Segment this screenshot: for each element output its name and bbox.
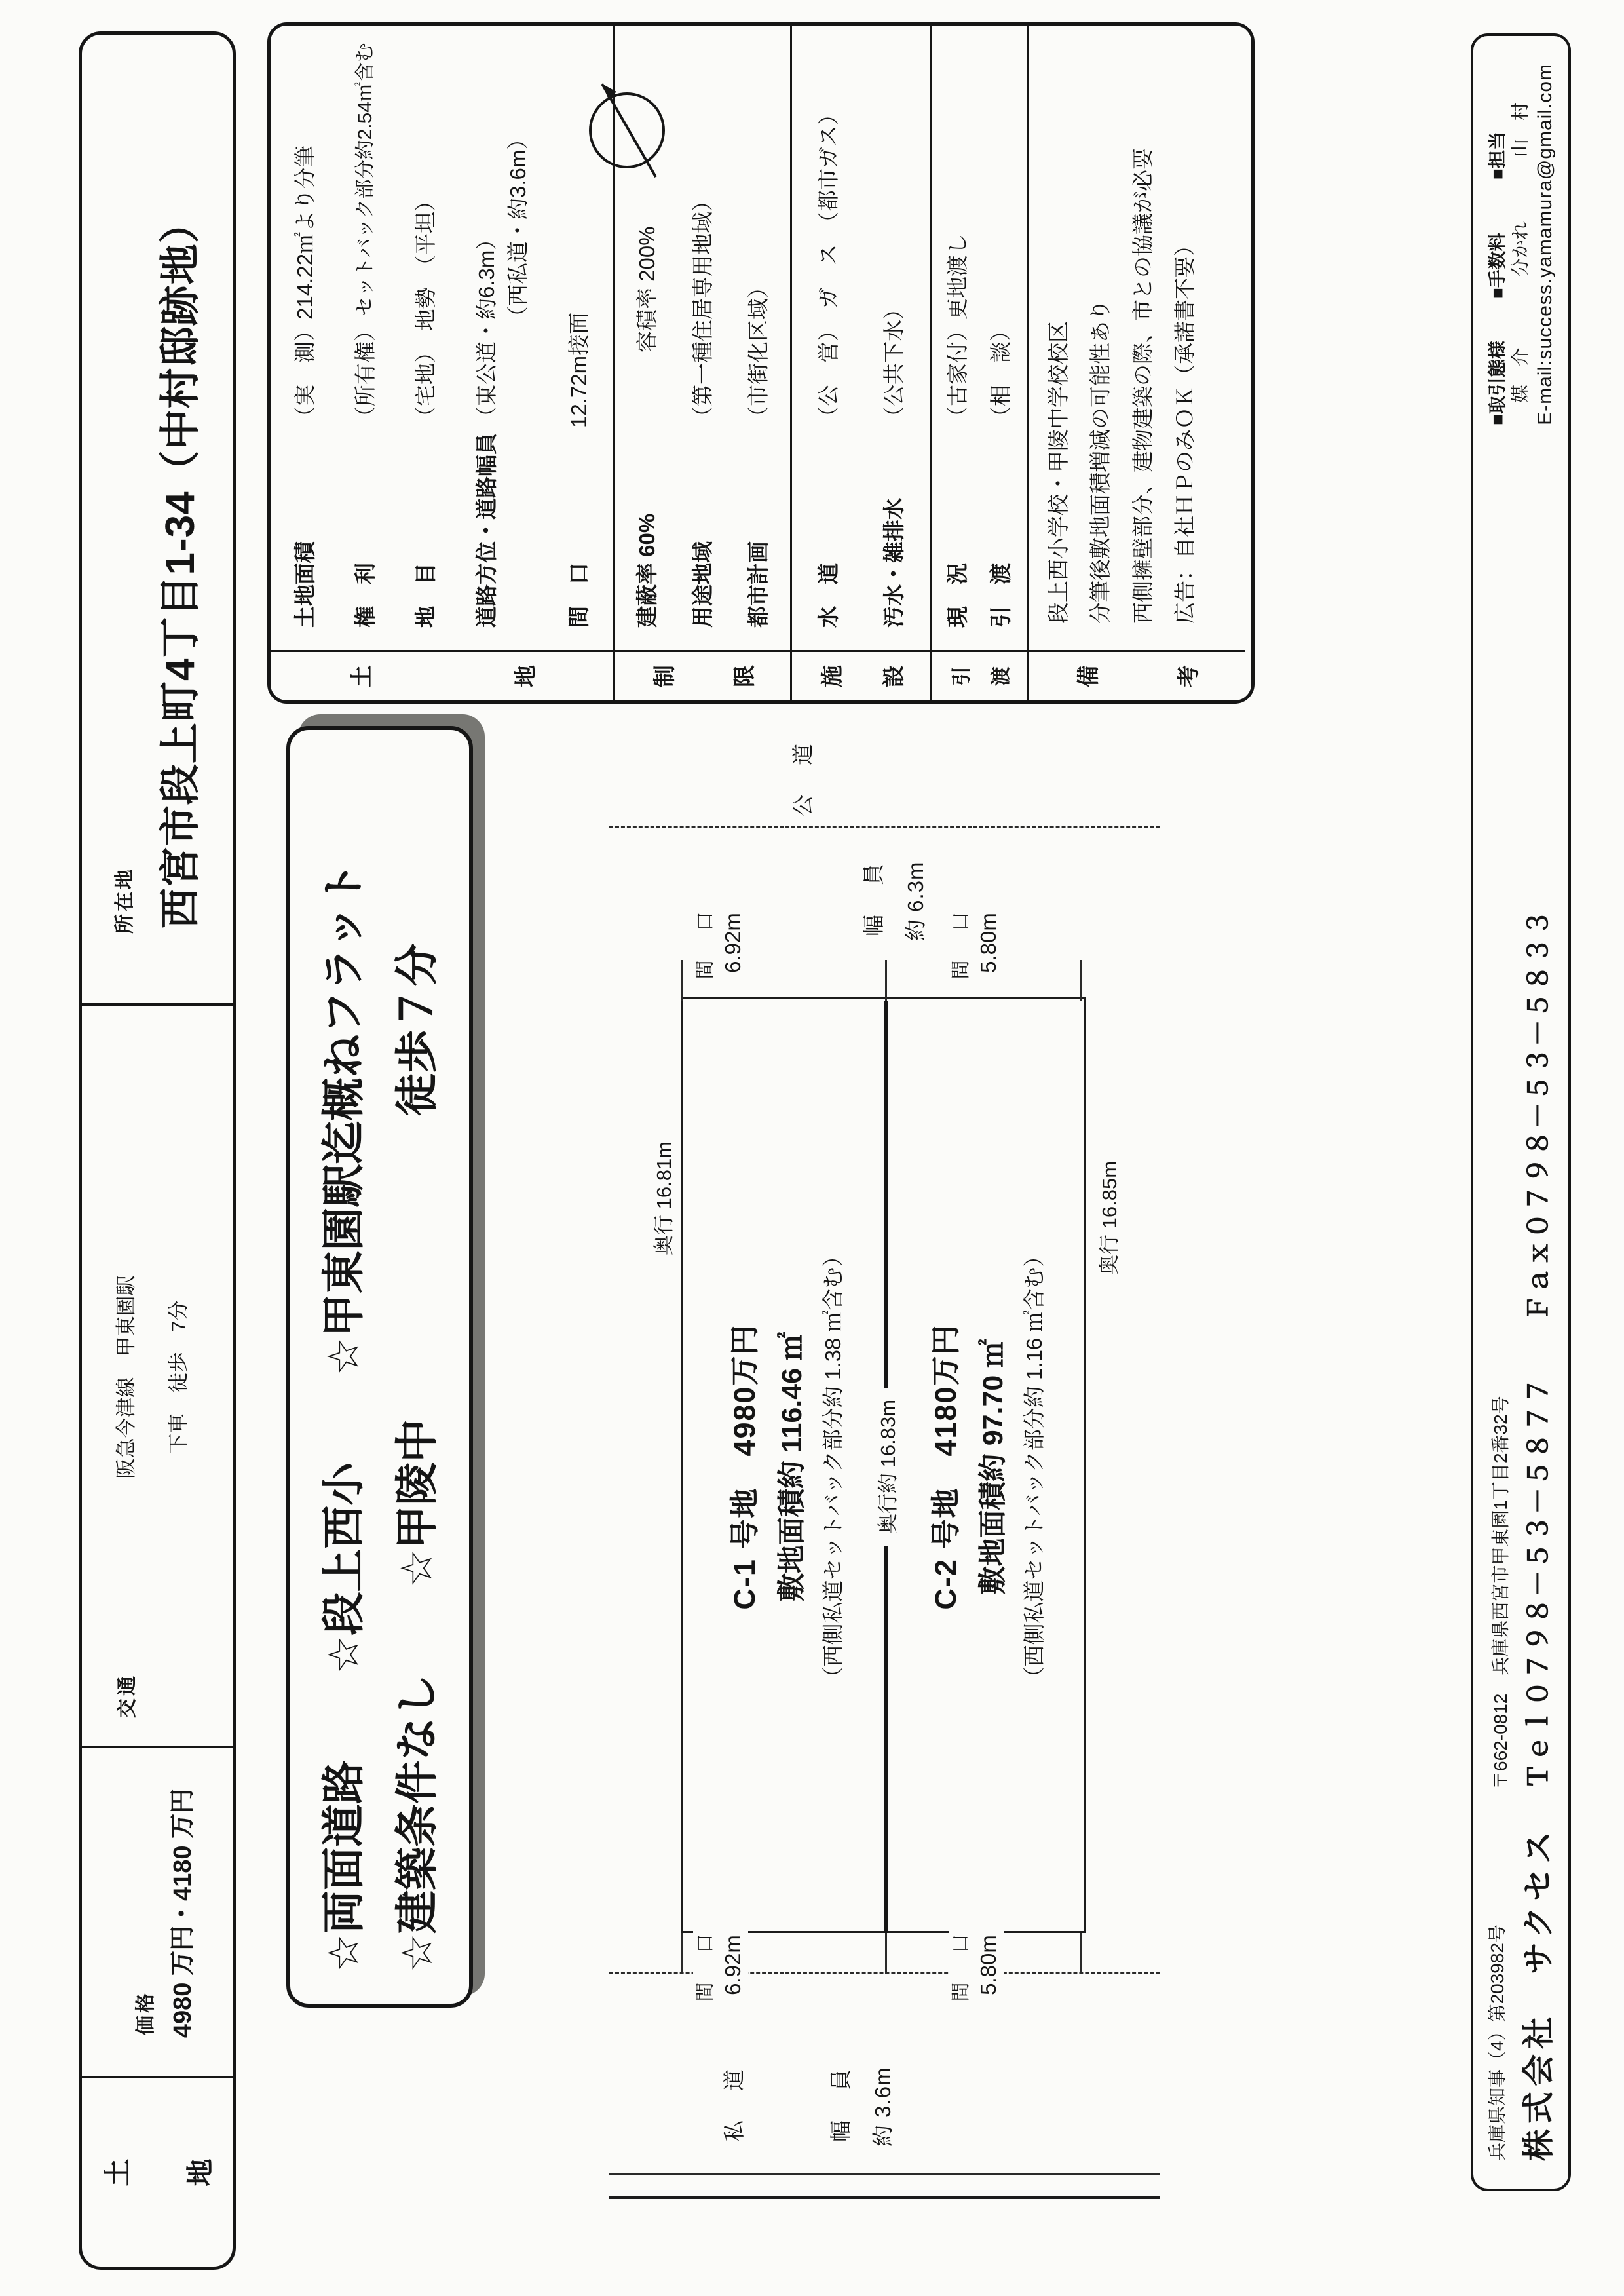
lot-c2-area: 敷地面積約 97.70 ㎡ bbox=[977, 1339, 1009, 1595]
plot-diagram bbox=[590, 723, 1179, 2204]
east-road-width-label: 幅 員 bbox=[861, 860, 886, 936]
row-value: （公共下水） bbox=[881, 298, 906, 428]
group-char: 土 bbox=[350, 665, 375, 687]
staff-pair bbox=[1486, 102, 1532, 180]
row-label: 水 道 bbox=[816, 563, 841, 628]
dim-tick bbox=[1080, 960, 1082, 1001]
row-label: 土地面積 bbox=[292, 541, 317, 628]
group-label-bikou bbox=[1029, 650, 1245, 700]
deal-info-block bbox=[1486, 64, 1557, 425]
license-number: 兵庫県知事（4）第203982号 bbox=[1486, 1924, 1507, 2161]
access-label: 交通 bbox=[117, 1674, 138, 1718]
remark-line: 広告：自社ＨＰのみＯＫ（承諾書不要） bbox=[1173, 235, 1198, 624]
email-line: E-mail:success.yamamura@gmail.com bbox=[1534, 64, 1556, 425]
spec-group-hikiwatashi bbox=[932, 26, 1029, 700]
row-value: （相 談） bbox=[989, 320, 1013, 428]
location-cell bbox=[82, 35, 233, 1006]
group-char: 渡 bbox=[991, 666, 1012, 686]
spec-group-shisetsu bbox=[792, 26, 932, 700]
row-label: 権 利 bbox=[352, 563, 377, 628]
row-label: 用途地域 bbox=[690, 541, 715, 628]
depth-dim-top: 奥行 16.81m bbox=[647, 1130, 677, 1267]
lot-c1-note: （西側私道セットバック部分約 1.38 ㎡含む） bbox=[820, 1245, 845, 1689]
company-address: 〒662-0812 兵庫県西宮市甲東園1丁目2番32号 bbox=[1490, 1396, 1511, 1789]
fee-value: 分かれ bbox=[1509, 221, 1530, 277]
spec-group-tochi bbox=[271, 26, 615, 700]
frontage-west-c2: 間 口 5.80m bbox=[949, 1919, 1004, 2011]
dim-tick bbox=[885, 960, 887, 1001]
price-label: 価格 bbox=[135, 1991, 157, 2035]
spec-row-rights bbox=[352, 26, 379, 650]
remarks-cell bbox=[1029, 148, 1245, 650]
deal-type-label: ■取引態様 bbox=[1486, 340, 1507, 425]
company-block bbox=[1483, 1826, 1559, 2161]
location-label: 所在地 bbox=[114, 867, 136, 934]
row-value: （所有権） bbox=[352, 320, 377, 428]
category-char-tochi-2: 地 bbox=[185, 2158, 216, 2187]
group-label-shisetsu bbox=[792, 650, 930, 700]
group-char: 備 bbox=[1076, 665, 1101, 687]
contact-block bbox=[1486, 909, 1555, 1789]
row-label: 引 渡 bbox=[989, 563, 1013, 628]
row-value: （公 営） ガ ス （都市ガス） bbox=[816, 104, 841, 428]
group-label-hikiwatashi bbox=[932, 650, 1027, 700]
group-char: 限 bbox=[732, 665, 757, 687]
group-label-tochi bbox=[271, 650, 613, 700]
group-label-seigen bbox=[615, 650, 790, 700]
spec-group-bikou bbox=[1029, 26, 1245, 700]
spec-row-current-state bbox=[944, 26, 971, 650]
spec-row-land-area bbox=[292, 26, 318, 650]
west-inner-line bbox=[609, 2173, 1160, 2175]
spec-row-water-gas bbox=[815, 26, 842, 650]
public-road-edge-line bbox=[609, 826, 1160, 828]
row-value: （宅地） 地勢 （平坦） bbox=[413, 190, 438, 428]
remark-line: 段上西小学校・甲陵中学校校区 bbox=[1046, 321, 1070, 624]
dim-tick bbox=[681, 960, 683, 1001]
dim-tick bbox=[1080, 1933, 1082, 1974]
deal-type-pair bbox=[1486, 341, 1532, 425]
lot-c2-note: （西側私道セットバック部分約 1.16 ㎡含む） bbox=[1021, 1245, 1046, 1689]
group-char: 施 bbox=[820, 665, 846, 687]
price-cell bbox=[82, 1748, 233, 2078]
lot-c1-title: C-1 号地 4980万円 bbox=[727, 1324, 761, 1610]
catch-line-1: ☆両面道路 ☆段上西小 ☆甲東園駅迄概ねフラット bbox=[319, 862, 368, 1972]
spec-table bbox=[267, 22, 1255, 704]
east-road-width-value: 約 6.3m bbox=[903, 861, 928, 941]
dim-tick bbox=[885, 1933, 887, 1974]
row-value: 容積率 200% bbox=[634, 226, 659, 353]
west-road-name: 私 道 bbox=[722, 2065, 746, 2142]
row-value: （市街化区域） bbox=[746, 277, 770, 428]
row-label: 現 況 bbox=[945, 563, 970, 628]
access-cell bbox=[82, 1006, 233, 1748]
private-road-edge-line bbox=[609, 1972, 1160, 1974]
group-char: 引 bbox=[951, 666, 973, 686]
access-line2: 下車 徒歩 7分 bbox=[167, 1300, 190, 1454]
remark-line: 分筆後敷地面積増減の可能性あり bbox=[1088, 299, 1113, 624]
group-char: 設 bbox=[881, 665, 907, 687]
catch-copy-box bbox=[286, 726, 473, 2008]
frontage-east-c2: 間 口 5.80m bbox=[951, 906, 1001, 980]
row-value-2: （西私道・約3.6m） bbox=[505, 128, 530, 328]
spec-row-road bbox=[473, 26, 532, 650]
west-road-width-value: 約 3.6m bbox=[871, 2067, 895, 2147]
group-char: 考 bbox=[1177, 665, 1201, 687]
depth-dim-bottom: 奥行 16.85m bbox=[1093, 1149, 1122, 1287]
depth-dim-middle: 奥行約 16.83m bbox=[871, 1388, 901, 1546]
fee-pair bbox=[1486, 221, 1532, 299]
row-value: （東公道・約6.3m） bbox=[474, 228, 499, 428]
category-char-tochi-1: 土 bbox=[102, 2158, 133, 2187]
row-note: セットバック部分約2.54㎡含む bbox=[354, 43, 376, 316]
catch-line-2: ☆建築条件なし ☆甲陵中 徒歩７分 bbox=[392, 943, 441, 1972]
row-value: 12.72m接面 bbox=[567, 312, 592, 428]
staff-value: 山 村 bbox=[1509, 102, 1530, 157]
frontage-east-c1: 間 口 6.92m bbox=[695, 906, 746, 980]
price-value: 4980 万円・4180 万円 bbox=[169, 1788, 197, 2038]
staff-label: ■担当 bbox=[1486, 132, 1507, 180]
tel-fax: Ｔｅｌ０７９８－５３－５８７７ Ｆａｘ０７９８－５３－５８３３ bbox=[1523, 908, 1553, 1789]
lot-c2-cell bbox=[888, 1001, 1082, 1933]
dim-tick bbox=[681, 1933, 683, 1974]
spec-row-city-plan bbox=[745, 26, 772, 650]
row-label: 道路方位・道路幅員 bbox=[474, 433, 499, 628]
spec-row-sewage bbox=[880, 26, 907, 650]
lot-c2-title: C-2 号地 4180万円 bbox=[928, 1324, 962, 1610]
remark-line: 西側擁壁部分、建物建築の際、市との協議が必要 bbox=[1130, 148, 1155, 624]
east-road-name: 公 道 bbox=[791, 740, 815, 816]
deal-type-value: 媒 介 bbox=[1509, 347, 1530, 403]
company-band bbox=[1471, 33, 1571, 2191]
fee-label: ■手数料 bbox=[1486, 233, 1507, 299]
row-label: 地 目 bbox=[413, 563, 438, 628]
row-label: 汚水・雑排水 bbox=[881, 498, 906, 628]
group-char: 制 bbox=[652, 665, 678, 687]
group-char: 地 bbox=[513, 665, 538, 687]
access-line1: 阪急今津線 甲東園駅 bbox=[115, 1275, 138, 1479]
category-cell bbox=[82, 2078, 233, 2267]
lot-c1-area: 敷地面積約 116.46 ㎡ bbox=[776, 1331, 808, 1602]
row-value: （第一種住居専用地域） bbox=[690, 190, 715, 428]
row-label: 建蔽率 60% bbox=[634, 513, 659, 628]
row-label: 間 口 bbox=[567, 563, 592, 628]
row-label: 都市計画 bbox=[746, 541, 770, 628]
north-compass-icon bbox=[580, 81, 678, 180]
west-road-width-label: 幅 員 bbox=[829, 2065, 853, 2142]
row-value: （実 測）214.22㎡より分筆 bbox=[292, 145, 317, 428]
row-value: （古家付）更地渡し bbox=[945, 233, 970, 428]
company-name: 株式会社 サクセス bbox=[1520, 1826, 1557, 2161]
spec-row-zoning bbox=[689, 26, 716, 650]
header-band bbox=[79, 31, 236, 2270]
spec-row-handover bbox=[987, 26, 1014, 650]
lot-c1-cell bbox=[683, 1001, 884, 1933]
west-boundary-line bbox=[609, 2196, 1160, 2199]
location-value: 西宮市段上町4丁目1-34（中村邸跡地） bbox=[158, 202, 203, 928]
spec-row-land-category bbox=[412, 26, 439, 650]
frontage-west-c1: 間 口 6.92m bbox=[693, 1919, 748, 2011]
